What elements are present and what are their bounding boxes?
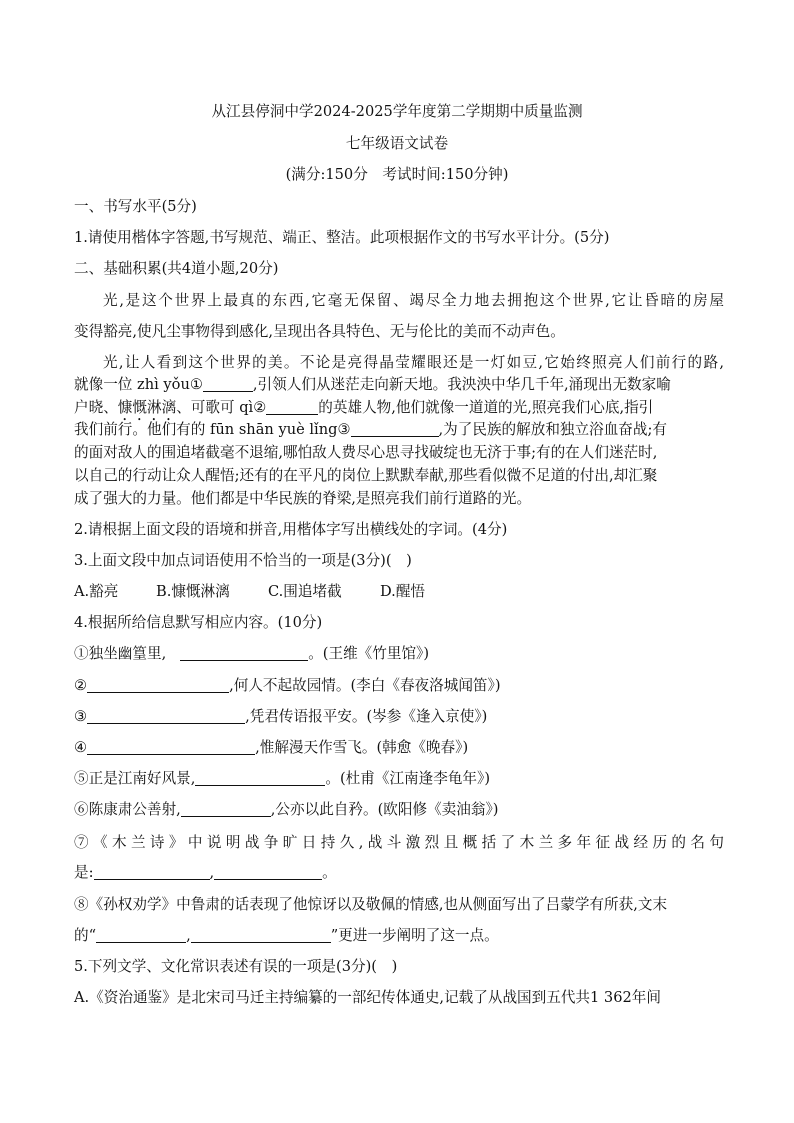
q4-item-text: ⑥陈康肃公善射, <box>74 801 181 818</box>
q3-option-b[interactable]: B.慷慨淋漓 <box>156 583 230 600</box>
q4-item-5 <box>74 770 724 788</box>
q3-option-d[interactable]: D.醒悟 <box>380 583 426 600</box>
passage-text: 户晓、 <box>74 399 118 416</box>
q4-item-text: ⑤正是江南好风景, <box>74 770 196 787</box>
dotted-word-kangkai: 慷慨淋漓 <box>117 399 177 416</box>
q4-item-3 <box>74 708 724 726</box>
q4-item-text: ,何人不起故园情。(李白《春夜洛城闻笛》) <box>229 677 501 694</box>
exam-title: 从江县停洞中学2024-2025学年度第二学期期中质量监测 <box>211 103 583 120</box>
passage-text: 毫不退缩,哪怕敌人费尽心思寻找破绽也无济于事;有的在人们迷茫时, <box>219 444 658 461</box>
q4-item-text: ② <box>74 677 88 694</box>
q4-item-text: ③ <box>74 708 88 725</box>
question-3-stem: 3.上面文段中加点词语使用不恰当的一项是(3分)( ) <box>74 552 412 569</box>
passage-para1-line2: 变得豁亮,使凡尘事物得到感化,呈现出各具特色、无与伦比的美而不动声色。 <box>74 323 565 340</box>
question-4-stem: 4.根据所给信息默写相应内容。(10分) <box>74 614 323 631</box>
q3-option-c[interactable]: C.围追堵截 <box>268 583 342 600</box>
section2-heading: 二、基础积累(共4道小题,20分) <box>74 260 279 277</box>
passage-text: 、可歌可 qì② <box>176 399 267 416</box>
passage-text: 就像一位 zhì yǒu① <box>74 376 203 393</box>
q4-item-6 <box>74 801 724 819</box>
passage-para1-line1: 光,是这个世界上最真的东西,它毫无保留、竭尽全力地去拥抱这个世界,它让昏暗的房屋 <box>103 292 724 309</box>
q4-item-text: ,惟解漫天作雪飞。(韩愈《晚春》) <box>255 739 469 756</box>
passage-text: ;还有的在平凡的岗位上默默奉献,那些看似微不足道的付出,却汇聚 <box>234 467 658 484</box>
q4-item-text: 的“ <box>74 927 97 944</box>
q4-blank-7a[interactable] <box>94 865 210 880</box>
question-5-stem: 5.下列文学、文化常识表述有误的一项是(3分)( ) <box>74 958 398 975</box>
q4-blank-5[interactable] <box>195 771 325 786</box>
answer-blank-1[interactable] <box>203 377 253 392</box>
question-3-options <box>74 583 724 601</box>
passage-para2-line2 <box>74 376 724 394</box>
passage-text: ,为了民族的解放和独立浴血奋战;有 <box>438 421 667 438</box>
q4-blank-4[interactable] <box>87 740 255 755</box>
passage-text: 的英雄人物,他们就像一道道的光,照亮我们心底,指引 <box>318 399 654 416</box>
passage-text: 的面对敌人的 <box>74 444 162 461</box>
passage-para2-line5 <box>74 444 724 462</box>
q4-item-7-line1: ⑦《木兰诗》中说明战争旷日持久,战斗激烈且概括了木兰多年征战经历的名句 <box>74 834 724 851</box>
section1-heading: 一、书写水平(5分) <box>74 198 197 215</box>
passage-para2-line7: 成了强大的力量。他们都是中华民族的脊梁,是照亮我们前行道路的光。 <box>74 490 532 507</box>
passage-para2-line6 <box>74 467 724 485</box>
word-weizhui: 围追堵截 <box>161 444 220 461</box>
q4-blank-6[interactable] <box>181 802 271 817</box>
answer-blank-2[interactable] <box>266 400 318 415</box>
q4-blank-8b[interactable] <box>191 928 331 943</box>
passage-para2-line4 <box>74 421 724 439</box>
q4-item-text: ”更进一步阐明了这一点。 <box>330 927 499 944</box>
q4-item-text: 。(王维《竹里馆》) <box>308 645 430 662</box>
q4-item-text: , <box>186 927 191 944</box>
q4-item-8-line1: ⑧《孙权劝学》中鲁肃的话表现了他惊讶以及敬佩的情感,也从侧面写出了吕蒙学有所获,文末 <box>74 896 668 913</box>
exam-info: (满分:150分 考试时间:150分钟) <box>285 166 509 183</box>
q4-item-text: 。 <box>322 864 337 881</box>
q4-blank-7b[interactable] <box>214 865 322 880</box>
exam-subtitle: 七年级语文试卷 <box>345 135 449 152</box>
q4-item-1 <box>74 645 724 663</box>
word-xingwu: 醒悟 <box>205 467 235 484</box>
q4-item-text: ④ <box>74 739 88 756</box>
q4-blank-2[interactable] <box>87 678 229 693</box>
q4-item-text: ,公亦以此自矜。(欧阳修《卖油翁》) <box>270 801 499 818</box>
answer-blank-3[interactable] <box>351 422 439 437</box>
q5-option-a[interactable]: A.《资治通鉴》是北宋司马迁主持编纂的一部纪传体通史,记载了从战国到五代共1 362年间 <box>74 989 661 1006</box>
passage-text: 以自己的行动让众人 <box>74 467 206 484</box>
question-2: 2.请根据上面文段的语境和拼音,用楷体字写出横线处的字词。(4分) <box>74 521 508 538</box>
q4-item-text: ①独坐幽篁里, <box>74 645 167 662</box>
q4-item-8-line2 <box>74 927 724 945</box>
q4-item-text: 。(杜甫《江南逢李龟年》) <box>325 770 491 787</box>
q4-item-7-line2 <box>74 864 724 882</box>
q4-blank-3[interactable] <box>87 709 245 724</box>
q4-item-text: , <box>209 864 215 881</box>
q4-item-2 <box>74 677 724 695</box>
q4-item-text: ,凭君传语报平安。(岑参《逢入京使》) <box>245 708 488 725</box>
passage-text: 我们前行。他们有的 fūn shān yuè lǐng③ <box>74 421 351 438</box>
q4-item-text: 是: <box>74 864 94 881</box>
q3-option-a[interactable]: A.豁亮 <box>74 583 119 600</box>
question-1: 1.请使用楷体字答题,书写规范、端正、整洁。此项根据作文的书写水平计分。(5分) <box>74 229 610 246</box>
q4-blank-8a[interactable] <box>96 928 186 943</box>
q4-blank-1[interactable] <box>180 646 308 661</box>
q4-item-4 <box>74 739 724 757</box>
passage-para2-line1: 光,让人看到这个世界的美。不论是亮得晶莹耀眼还是一灯如豆,它始终照亮人们前行的路, <box>103 354 724 371</box>
passage-text: ,引领人们从迷茫走向新天地。我泱泱中华几千年,涌现出无数家喻 <box>252 376 671 393</box>
